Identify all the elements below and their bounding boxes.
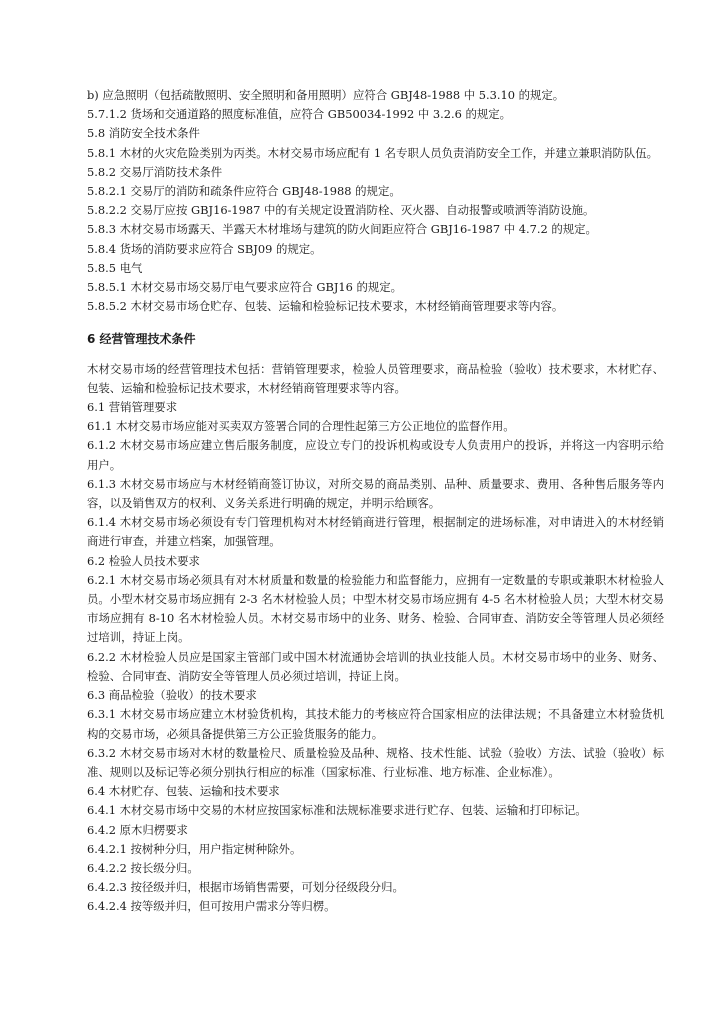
- paragraph-6-1-3: 6.1.3 木材交易市场应与木材经销商签订协议，对所交易的商品类别、品种、质量要求、费用、各种售后服务等内容，以及销售双方的权利、义务关系进行明确的规定，并明示给顾客。: [87, 476, 664, 511]
- text-line-5-8-5-1: 5.8.5.1 木材交易市场交易厅电气要求应符合 GBJ16 的规定。: [87, 280, 403, 295]
- text-line-5-7-1-2: 5.7.1.2 货场和交通道路的照度标准值，应符合 GB50034-1992 中 3.2.6 的规定。: [87, 107, 512, 122]
- text-line-5-8-3: 5.8.3 木材交易市场露天、半露天木材堆场与建筑的防火间距应符合 GBJ16-1987 中 4.7.2 的规定。: [87, 222, 597, 237]
- paragraph-6-3-2: 6.3.2 木材交易市场对木材的数量检尺、质量检验及品种、规格、技术性能、试验（验收）方法、试验（验收）标准、规则以及标记等必须分别执行相应的标准（国家标准、行业标准、地方标准、企业标准）。: [87, 745, 664, 779]
- text-line-6-4-2-2: 6.4.2.2 按长级分归。: [87, 860, 199, 875]
- section-heading-6-1: 6.1 营销管理要求: [87, 400, 178, 415]
- section-heading-6-4-2: 6.4.2 原木归楞要求: [87, 822, 188, 837]
- paragraph-6-1-4: 6.1.4 木材交易市场必须设有专门管理机构对木材经销商进行管理，根据制定的进场标准，对申请进入的木材经销商进行审查，并建立档案，加强管理。: [87, 515, 664, 549]
- paragraph-6-2-1: 6.2.1 木材交易市场必须具有对木材质量和数量的检验能力和监督能力，应拥有一定数量的专职或兼职木材检验人员。小型木材交易市场应拥有 2-3 名木材检验人员；中型木材交易市场应拥有 4-5 名木材检验人员；大型木材交易市场应拥有 8-10 名木材检验人员。木材交易市场中的业务、财务、检验、合同审查、消防安全等管理人员必须经过培训，持证上岗。: [87, 572, 664, 645]
- text-line-5-8-4: 5.8.4 货场的消防要求应符合 SBJ09 的规定。: [87, 241, 322, 256]
- section-heading-6-3: 6.3 商品检验（验收）的技术要求: [87, 688, 257, 703]
- paragraph-6-3-1: 6.3.1 木材交易市场应建立木材验货机构，其技术能力的考核应符合国家相应的法律法规；不具备建立木材验货机构的交易市场，必须具备提供第三方公正验货服务的能力。: [87, 707, 664, 741]
- text-line-6-4-2-4: 6.4.2.4 按等级并归，但可按用户需求分等归楞。: [87, 899, 336, 914]
- paragraph-6-1-2: 6.1.2 木材交易市场应建立售后服务制度，应设立专门的投诉机构或设专人负责用户的投诉，并将这一内容明示给用户。: [87, 438, 664, 472]
- text-line-5-8-2-2: 5.8.2.2 交易厅应按 GBJ16-1987 中的有关规定设置消防栓、灭火器、自动报警或喷洒等消防设施。: [87, 203, 595, 218]
- paragraph-6-intro: 木材交易市场的经营管理技术包括：营销管理要求，检验人员管理要求，商品检验（验收）技术要求，木材贮存、包装、运输和检验标记技术要求，木材经销商管理要求等内容。: [87, 361, 664, 395]
- paragraph-5-8-1: 5.8.1 木材的火灾危险类别为丙类。木材交易市场应配有 1 名专职人员负责消防安全工作，并建立兼职消防队伍。: [87, 145, 659, 160]
- text-line-5-8-2-1: 5.8.2.1 交易厅的消防和疏条件应符合 GBJ48-1988 的规定。: [87, 184, 401, 199]
- section-heading-5-8-2: 5.8.2 交易厅消防技术条件: [87, 164, 223, 179]
- text-line-6-4-2-1: 6.4.2.1 按树种分归，用户指定树种除外。: [87, 841, 302, 856]
- paragraph-6-2-2: 6.2.2 木材检验人员应是国家主管部门或中国木材流通协会培训的执业技能人员。木材交易市场中的业务、财务、检验、合同审查、消防安全等管理人员必须过培训，持证上岗。: [87, 649, 664, 683]
- section-heading-5-8-5: 5.8.5 电气: [87, 260, 143, 275]
- text-line-5-8-5-2: 5.8.5.2 木材交易市场仓贮存、包装、运输和检验标记技术要求，木材经销商管理要求等内容。: [87, 299, 564, 314]
- section-heading-6-2: 6.2 检验人员技术要求: [87, 553, 200, 568]
- chapter-heading-6: 6 经营管理技术条件: [87, 332, 196, 347]
- section-heading-6-4: 6.4 木材贮存、包装、运输和技术要求: [87, 784, 280, 799]
- section-heading-5-8: 5.8 消防安全技术条件: [87, 126, 200, 141]
- text-line-6-4-2-3: 6.4.2.3 按径级并归，根据市场销售需要，可划分径级段分归。: [87, 880, 404, 895]
- text-line-emergency-lighting: b) 应急照明（包括疏散照明、安全照明和备用照明）应符合 GBJ48-1988 中 5.3.10 的规定。: [87, 88, 565, 102]
- paragraph-6-1-1: 61.1 木材交易市场应能对买卖双方签署合同的合理性起第三方公正地位的监督作用。: [87, 419, 515, 434]
- text-line-6-4-1: 6.4.1 木材交易市场中交易的木材应按国家标准和法规标准要求进行贮存、包装、运输和打印标记。: [87, 803, 587, 818]
